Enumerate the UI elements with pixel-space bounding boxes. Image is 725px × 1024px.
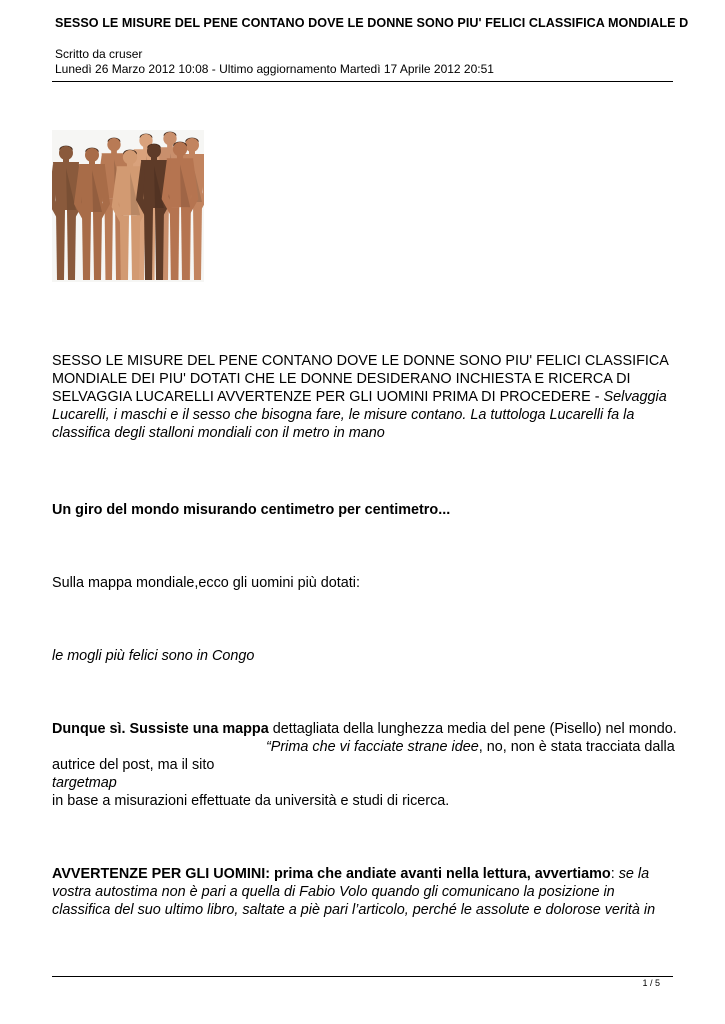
footer-divider [52, 976, 673, 977]
map-para-bold: Dunque sì. Sussiste una mappa [52, 721, 269, 737]
happy-wives-line: le mogli più felici sono in Congo [52, 648, 255, 664]
intro-italic-text: Selvaggia Lucarelli, i maschi e il sesso che bisogna fare, le misure contano. La tuttologa Lucarelli fa la classifica degli stalloni mondiali con il metro in mano [52, 389, 667, 441]
warning-italic: se la vostra autostima non è pari a quella di Fabio Volo quando gli comunicano la posizione in classifica del suo ultimo libro, saltate a piè pari l’articolo, perché le assolute e dolorose verità in [52, 866, 656, 918]
page-number: 1 / 5 [642, 978, 660, 988]
map-para-text3: in base a misurazioni effettuate da università e studi di ricerca. [52, 793, 450, 809]
header-divider [52, 81, 673, 82]
map-intro: Sulla mappa mondiale,ecco gli uomini più dotati: [52, 575, 360, 591]
article-photo [52, 130, 204, 282]
article-intro [52, 352, 677, 442]
author-line: Scritto da cruser [55, 47, 143, 61]
map-para-text1: dettagliata della lunghezza media del pene (Pisello) nel mondo. [268, 721, 677, 737]
map-para-italic1: “Prima che vi facciate strane idee [266, 739, 479, 755]
date-line: Lunedì 26 Marzo 2012 10:08 - Ultimo aggiornamento Martedì 17 Aprile 2012 20:51 [55, 62, 494, 76]
warning-bold: AVVERTENZE PER GLI UOMINI: prima che andiate avanti nella lettura, avvertiamo [52, 866, 611, 882]
page-title: SESSO LE MISURE DEL PENE CONTANO DOVE LE DONNE SONO PIU' FELICI CLASSIFICA MONDIALE D [55, 16, 689, 30]
map-paragraph [52, 720, 677, 810]
article-subheading: Un giro del mondo misurando centimetro per centimetro... [52, 502, 451, 518]
map-para-site-name: targetmap [52, 775, 117, 791]
intro-upper-text: SESSO LE MISURE DEL PENE CONTANO DOVE LE DONNE SONO PIU' FELICI CLASSIFICA MONDIALE DEI PIU' DOTATI CHE LE DONNE DESIDERANO INCHIESTA E RICERCA DI SELVAGGIA LUCARELLI AVVERTENZE PER GLI UOMINI PRIMA DI PROCEDERE - [52, 353, 669, 405]
map-para-text2: , no, non è stata tracciata dalla autrice del post, ma il sito [52, 739, 675, 773]
warning-paragraph [52, 865, 677, 919]
warning-text: : [610, 866, 619, 882]
group-photo-image [52, 130, 204, 282]
